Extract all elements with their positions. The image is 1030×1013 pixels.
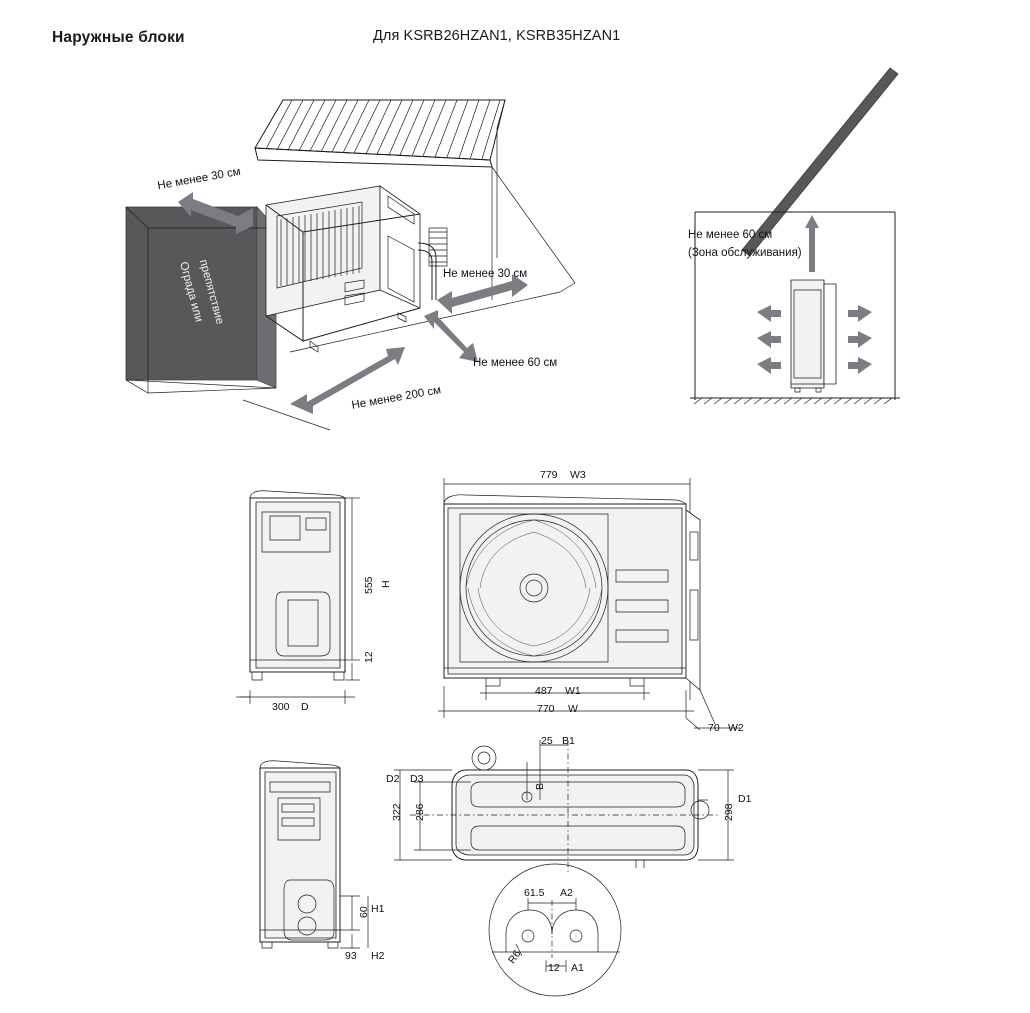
- label-clearance-bottom-200: Не менее 200 см: [350, 384, 442, 412]
- arrow-right-30: [437, 274, 528, 314]
- label-obstacle-line1: Ограда или: [177, 260, 205, 324]
- dim-front-side-depth: 70: [708, 722, 720, 734]
- top-view: [394, 740, 734, 874]
- outdoor-unit-isometric: [266, 186, 447, 352]
- model-title: Для KSRB26HZAN1, KSRB35HZAN1: [373, 28, 621, 44]
- dim-rear-h2-code: H2: [371, 950, 385, 962]
- dim-top-d1-code: D1: [738, 793, 752, 805]
- dim-side-height-code: H: [380, 580, 392, 588]
- dim-front-side-code: W2: [728, 722, 744, 734]
- dim-side-depth-code: D: [301, 701, 309, 713]
- page-title: Наружные блоки: [52, 29, 185, 46]
- dim-detail-radius: R6: [505, 948, 524, 966]
- dim-front-top-code: W3: [570, 469, 586, 481]
- airflow-arrows-right: [848, 305, 872, 374]
- dim-front-width: 770: [537, 703, 555, 715]
- dim-detail-a2-value: 61.5: [524, 887, 545, 899]
- dim-side-foot: 12: [363, 651, 375, 663]
- dim-top-b-code: B: [534, 782, 546, 790]
- side-view-upper: [236, 491, 360, 704]
- dim-top-d2-code: D2: [386, 773, 400, 785]
- dim-rear-h2-value: 93: [345, 950, 357, 962]
- dim-front-top-width: 779: [540, 469, 558, 481]
- dim-top-298: 298: [723, 803, 735, 821]
- arrow-mid-60: [424, 310, 478, 362]
- dim-detail-a1-value: 12: [548, 962, 560, 974]
- dim-detail-a1-code: A1: [571, 962, 584, 974]
- dim-top-b1-code: B1: [562, 735, 575, 747]
- label-clearance-mid-60: Не менее 60 см: [473, 357, 558, 369]
- dim-side-depth: 300: [272, 701, 290, 713]
- label-service-zone-60: Не менее 60 см: [688, 229, 773, 241]
- arrow-service-60: [805, 215, 819, 272]
- dim-front-width-code: W: [568, 703, 578, 715]
- dim-detail-a2-code: A2: [560, 887, 573, 899]
- label-service-zone-note: (Зона обслуживания): [688, 247, 802, 259]
- dim-top-d3-code: D3: [410, 773, 424, 785]
- dim-rear-h1-value: 60: [358, 906, 370, 918]
- dim-side-height: 555: [363, 576, 375, 594]
- dim-rear-h1-code: H1: [371, 903, 385, 915]
- dim-top-b1-value: 25: [541, 735, 553, 747]
- airflow-arrows-left: [757, 305, 781, 374]
- label-clearance-top-left: Не менее 30 см: [156, 165, 242, 193]
- front-view: [438, 478, 740, 730]
- dim-front-inner-code: W1: [565, 685, 581, 697]
- obstacle-wall: [126, 207, 276, 393]
- dim-top-286: 286: [414, 803, 426, 821]
- label-clearance-right-30: Не менее 30 см: [443, 268, 528, 280]
- dim-top-322: 322: [391, 803, 403, 821]
- dim-front-inner-width: 487: [535, 685, 553, 697]
- detail-view-foot-slot: [489, 864, 621, 996]
- side-view-lower: [260, 761, 368, 948]
- label-obstacle-line2: препятствие: [196, 258, 226, 326]
